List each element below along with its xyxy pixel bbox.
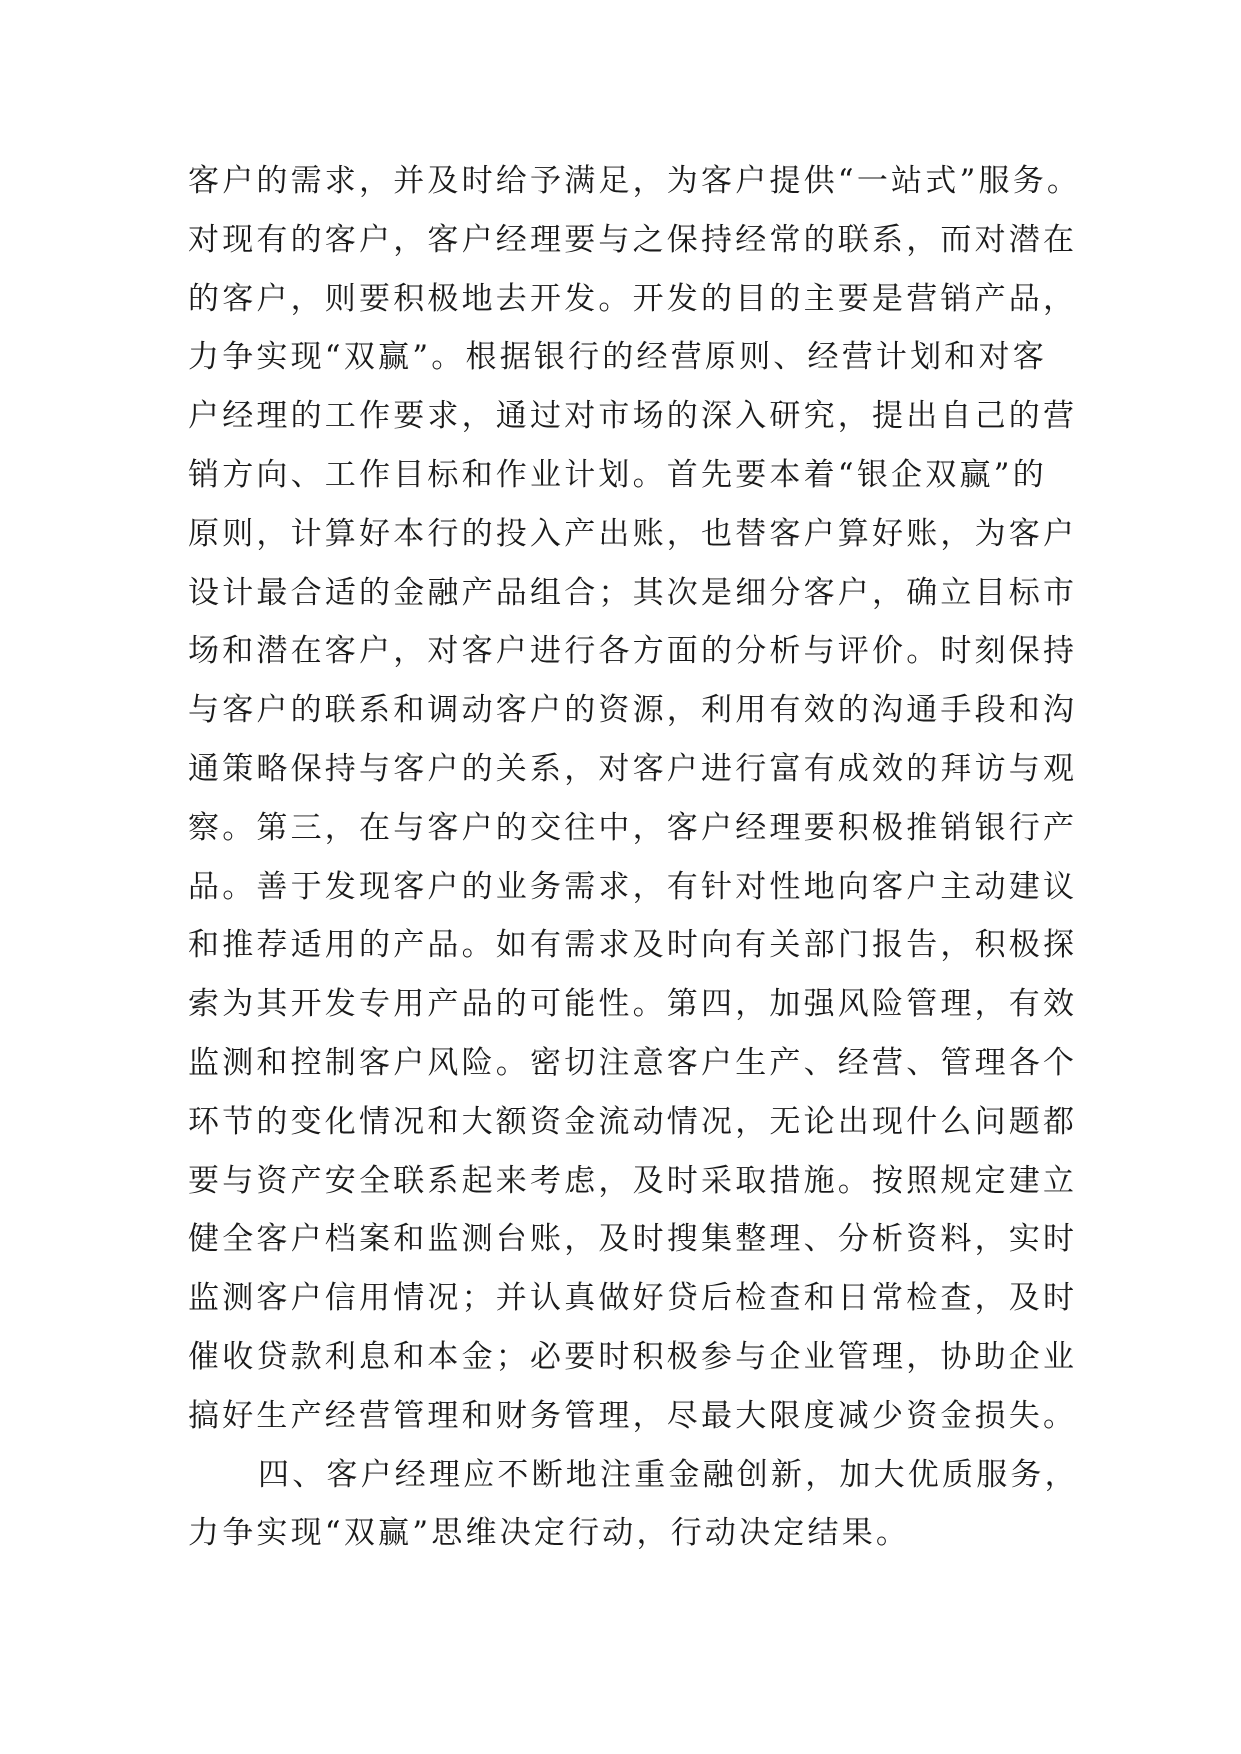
text-line: 设计最合适的金融产品组合；其次是细分客户，确立目标市 bbox=[188, 574, 1078, 611]
text-line: 原则，计算好本行的投入产出账，也替客户算好账，为客户 bbox=[188, 515, 1078, 552]
text-line: 品。善于发现客户的业务需求，有针对性地向客户主动建议 bbox=[188, 868, 1078, 905]
text-line: 销方向、工作目标和作业计划。首先要本着“银企双赢”的 bbox=[188, 456, 1047, 493]
text-line: 搞好生产经营管理和财务管理，尽最大限度减少资金损失。 bbox=[188, 1397, 1078, 1434]
text-line: 力争实现“双赢”。根据银行的经营原则、经营计划和对客 bbox=[188, 339, 1047, 376]
text-line: 通策略保持与客户的关系，对客户进行富有成效的拜访与观 bbox=[188, 750, 1078, 787]
text-line: 客户的需求，并及时给予满足，为客户提供“一站式”服务。 bbox=[188, 163, 1082, 199]
text-line: 监测客户信用情况；并认真做好贷后检查和日常检查，及时 bbox=[188, 1280, 1078, 1317]
body-text bbox=[188, 152, 1082, 1563]
text-line: 户经理的工作要求，通过对市场的深入研究，提出自己的营 bbox=[188, 398, 1078, 435]
text-line: 健全客户档案和监测台账，及时搜集整理、分析资料，实时 bbox=[188, 1221, 1078, 1258]
text-line: 和推荐适用的产品。如有需求及时向有关部门报告，积极探 bbox=[188, 927, 1078, 964]
text-line: 察。第三，在与客户的交往中，客户经理要积极推销银行产 bbox=[188, 809, 1078, 846]
text-line: 监测和控制客户风险。密切注意客户生产、经营、管理各个 bbox=[188, 1044, 1078, 1081]
text-line: 催收贷款利息和本金；必要时积极参与企业管理，协助企业 bbox=[188, 1338, 1078, 1375]
text-line: 索为其开发专用产品的可能性。第四，加强风险管理，有效 bbox=[188, 986, 1078, 1023]
text-line: 对现有的客户，客户经理要与之保持经常的联系，而对潜在 bbox=[188, 221, 1078, 258]
text-line: 与客户的联系和调动客户的资源，利用有效的沟通手段和沟 bbox=[188, 692, 1078, 729]
text-line: 场和潜在客户，对客户进行各方面的分析与评价。时刻保持 bbox=[188, 633, 1078, 670]
text-line: 环节的变化情况和大额资金流动情况，无论出现什么问题都 bbox=[188, 1103, 1078, 1140]
text-line: 的客户，则要积极地去开发。开发的目的主要是营销产品， bbox=[188, 280, 1078, 317]
text-line: 要与资产安全联系起来考虑，及时采取措施。按照规定建立 bbox=[188, 1162, 1078, 1199]
paragraph-heading-line: 四、客户经理应不断地注重金融创新，加大优质服务， bbox=[258, 1456, 1079, 1493]
text-line: 力争实现“双赢”思维决定行动，行动决定结果。 bbox=[188, 1515, 911, 1552]
